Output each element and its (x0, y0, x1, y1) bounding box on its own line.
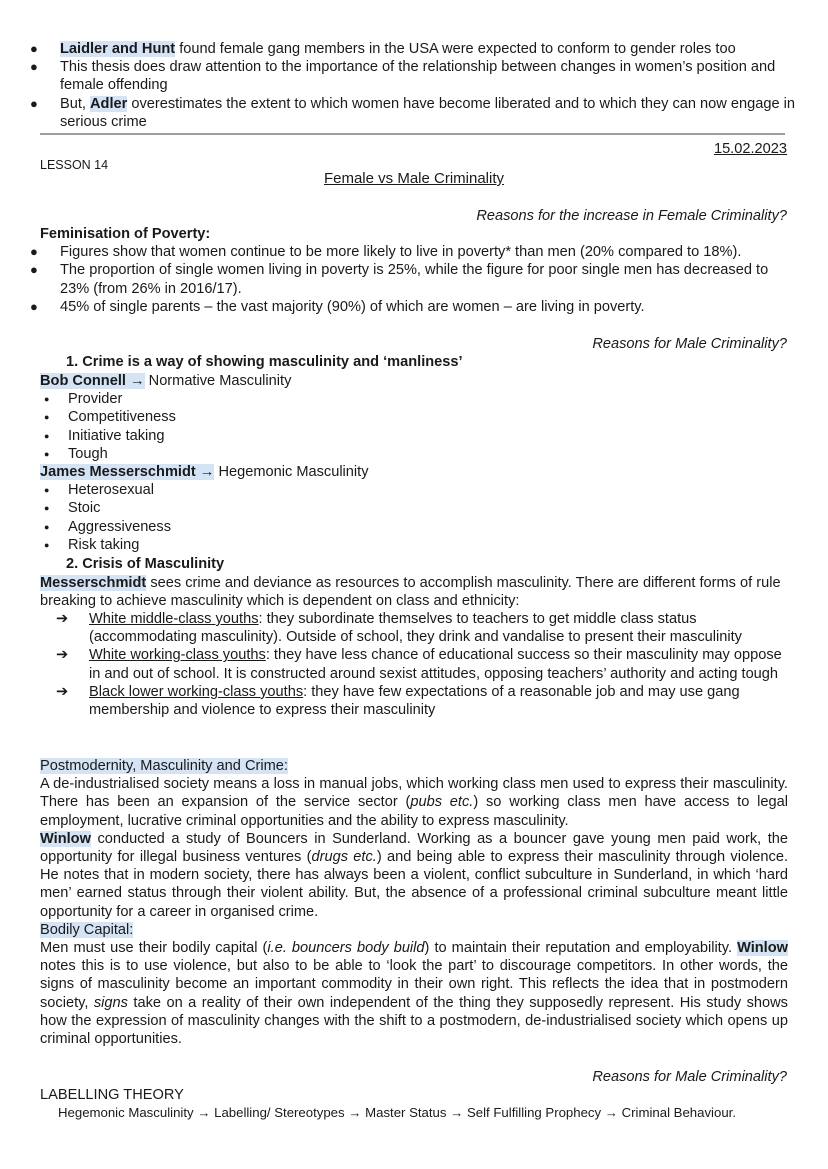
class-ethnicity-list (56, 610, 788, 719)
paragraph-text: Men must use their bodily capital ( (40, 940, 268, 957)
bullet-icon: ● (44, 521, 50, 532)
list-item (56, 683, 788, 719)
theorist-line (40, 372, 788, 390)
section-heading: Postmodernity, Masculinity and Crime: (40, 758, 288, 774)
list-item-text: : they have few expectations of a reasonable job and may use gang membership and violence to express their masculinity (89, 683, 740, 719)
list-item (40, 390, 788, 408)
bullet-icon: ● (44, 430, 50, 441)
numbered-heading: 2. Crisis of Masculinity (66, 556, 225, 572)
bullet-icon: ● (44, 394, 50, 405)
paragraph-text: ) and being able to express their masculinity through violence. He notes that in modern society, there has always been a violent, conflict subculture in Sunderland, in which ‘hard men’ earned status through their violent ability. But, the absence of a professional criminal subculture meant little opportunity for a career in organised crime. (40, 849, 788, 920)
list-item-text: 45% of single parents – the vast majority (90%) of which are women – are living in poverty. (60, 298, 645, 315)
italic-text: pubs etc. (410, 794, 474, 811)
list-item-text: But, (60, 95, 91, 112)
theorist-name: Bob Connell (40, 373, 126, 389)
section-heading: Bodily Capital: (40, 921, 134, 938)
arrow-bullet-icon: ➔ (56, 683, 69, 700)
list-item-text: overestimates the extent to which women have become liberated and to which they can now engage in serious crime (60, 95, 795, 130)
labelling-heading: LABELLING THEORY (40, 1087, 184, 1103)
paragraph-text: ) so working class men have access to legal employment, lucrative criminal opportunities and the ability to express masculinity. (40, 794, 788, 829)
list-item-text: Heterosexual (68, 482, 154, 499)
bullet-icon: ● (44, 412, 50, 423)
list-item-text: Aggressiveness (68, 518, 172, 535)
list-item-text: : they have less chance of educational success so their masculinity may oppose in and out of school. It is constructed around sexist attitudes, opposing teachers’ authority and acting tough (89, 647, 782, 682)
bullet-icon: ● (44, 448, 50, 459)
list-item-text: This thesis does draw attention to the importance of the relationship between changes in women’s position and female offending (60, 59, 776, 94)
paragraph (40, 830, 788, 921)
feminisation-of-poverty-section (30, 225, 788, 316)
concept: Normative Masculinity (144, 373, 292, 389)
list-item-text: Figures show that women continue to be more likely to live in poverty* than men (20% compared to 18%). (60, 244, 742, 261)
list-item (30, 298, 788, 316)
list-item (40, 408, 788, 426)
list-item (40, 445, 788, 463)
list-item-text: Stoic (68, 500, 101, 517)
lesson-date: 15.02.2023 (713, 141, 787, 157)
postmodernity-section (40, 757, 788, 1048)
italic-text: i.e. bouncers body build (267, 940, 425, 957)
bullet-icon: ● (30, 244, 38, 260)
paragraph-text: notes this is to use violence, but also to be able to ‘look the part’ to discourage competitors. In other words, the signs of masculinity become an important commodity in their own right. This reflects the idea that in postmodern society, (40, 958, 788, 1011)
bullet-icon: ● (44, 503, 50, 514)
male-criminality-question: Reasons for Male Criminality? (592, 336, 787, 352)
list-item-text: Tough (68, 445, 108, 462)
male-criminality-question: Reasons for Male Criminality? (592, 1069, 787, 1085)
page-title: Female vs Male Criminality (323, 170, 505, 187)
paragraph (40, 775, 788, 830)
connell-section (40, 372, 788, 554)
numbered-heading: 1. Crime is a way of showing masculinity and ‘manliness’ (66, 354, 463, 370)
paragraph (40, 939, 788, 1048)
paragraph-text: sees crime and deviance as resources to accomplish masculinity. There are different forms of rule breaking to achieve masculinity which is dependent on class and ethnicity: (40, 575, 781, 610)
female-criminality-question: Reasons for the increase in Female Criminality? (476, 208, 787, 224)
paragraph-text: take on a reality of their own independent of the thing they supposedly represent. His study shows how the expression of masculinity changes with the shift to a postmodern, de-industrialised society which opens up criminal opportunities. (40, 994, 788, 1048)
theorist-name: Winlow (40, 830, 91, 847)
critique-bullet-list (30, 40, 800, 131)
list-item-text: Initiative taking (68, 427, 165, 444)
list-item (40, 499, 788, 517)
list-item (40, 427, 788, 445)
list-item (56, 610, 788, 646)
paragraph-text: conducted a study of Bouncers in Sunderland. Working as a bouncer gave young men paid work, the opportunity for illegal business ventures ( (40, 830, 788, 866)
bullet-icon: ● (30, 41, 38, 56)
list-item (40, 481, 788, 499)
theorist-name: Messerschmidt (40, 575, 147, 591)
list-item (30, 95, 800, 131)
italic-text: drugs etc. (311, 849, 377, 866)
list-item (40, 518, 788, 536)
bullet-icon: ● (30, 59, 38, 75)
list-item-text: Provider (68, 391, 123, 408)
list-item-text: : they subordinate themselves to teachers to get middle class status (accommodating masculinity). Outside of school, they drink and vandalise to present their masculinity (89, 611, 742, 646)
arrow-icon: → (195, 464, 215, 481)
author-highlight: Adler (90, 95, 128, 112)
theorist-name: James Messerschmidt (40, 464, 196, 481)
list-item-text: Competitiveness (68, 409, 176, 426)
horizontal-divider (40, 133, 785, 135)
arrow-bullet-icon: ➔ (56, 647, 69, 664)
lesson-number: LESSON 14 (40, 158, 109, 172)
group-label: White working-class youths (89, 647, 266, 664)
list-item (30, 40, 800, 58)
bullet-icon: ● (30, 298, 38, 314)
list-item (30, 243, 788, 261)
italic-text: signs (93, 994, 128, 1011)
bullet-icon: ● (30, 262, 38, 278)
list-item (30, 261, 788, 297)
arrow-icon: → (125, 373, 145, 389)
crisis-paragraph (40, 574, 788, 610)
arrow-bullet-icon: ➔ (56, 611, 69, 627)
paragraph-text: A de-industrialised society means a loss in manual jobs, which working class men used to express their masculinity. There has been an expansion of the service sector ( (40, 776, 788, 811)
section-heading: Feminisation of Poverty: (40, 226, 211, 242)
bullet-icon: ● (30, 95, 38, 111)
labelling-flow: Hegemonic Masculinity → Labelling/ Stereotypes → Master Status → Self Fulfilling Prophecy → Criminal Behaviour. (58, 1105, 736, 1120)
theorist-name: Winlow (737, 940, 788, 957)
list-item (30, 58, 800, 94)
paragraph-text: ) to maintain their reputation and employability. (424, 940, 738, 957)
list-item-text: The proportion of single women living in poverty is 25%, while the figure for poor single men has decreased to 23% (from 26% in 2016/17). (60, 262, 769, 297)
concept: Hegemonic Masculinity (214, 464, 369, 481)
list-item (56, 646, 788, 682)
group-label: Black lower working-class youths (89, 683, 304, 700)
author-highlight: Laidler and Hunt (60, 41, 176, 57)
bullet-icon: ● (44, 485, 50, 496)
list-item-text: found female gang members in the USA were expected to conform to gender roles too (175, 41, 736, 57)
list-item (40, 536, 788, 554)
theorist-line (40, 463, 788, 481)
list-item-text: Risk taking (68, 536, 140, 553)
group-label: White middle-class youths (89, 611, 259, 627)
bullet-icon: ● (44, 539, 50, 550)
